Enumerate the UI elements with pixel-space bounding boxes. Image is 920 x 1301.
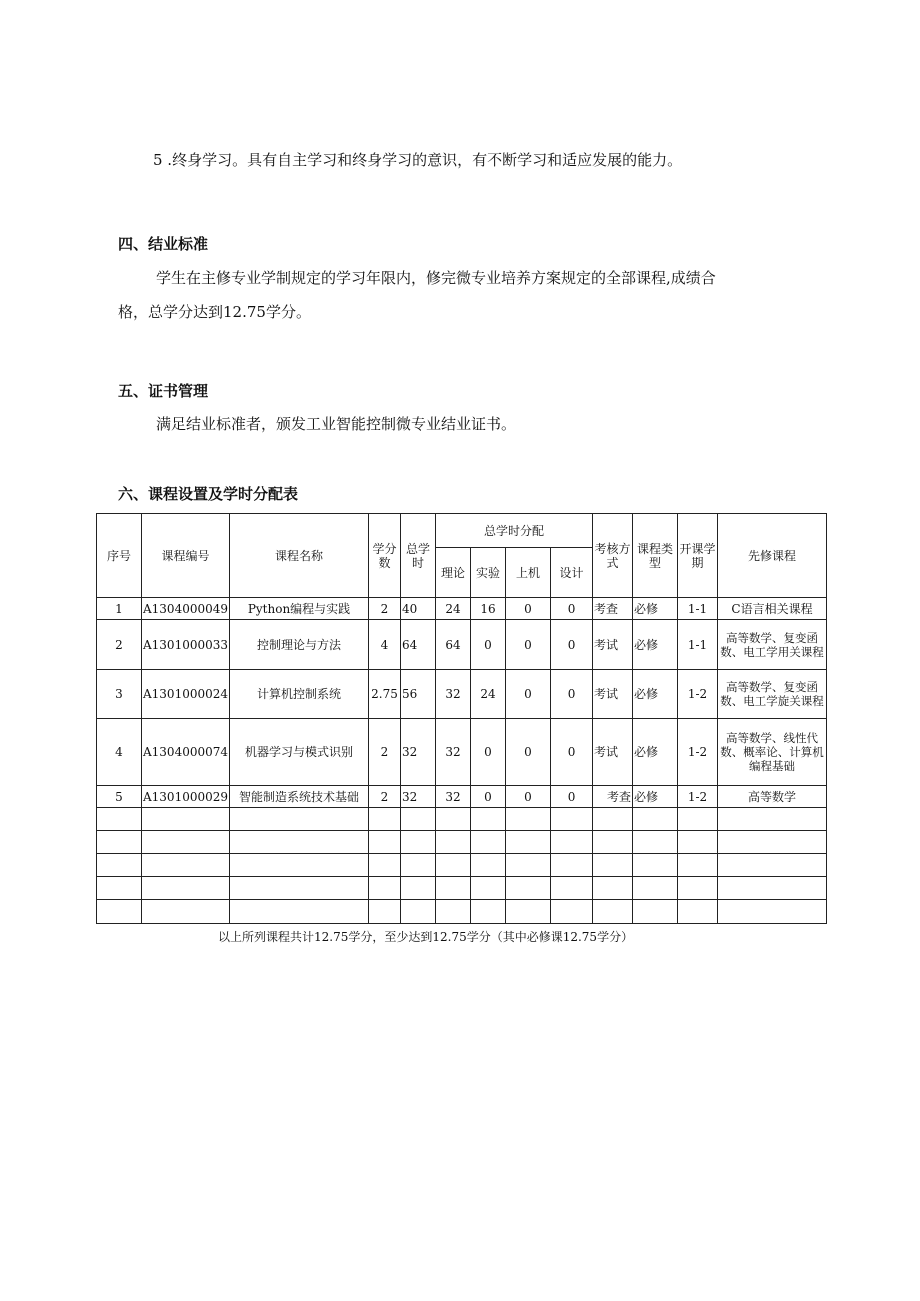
empty-row <box>97 808 827 831</box>
row-code: A1304000049 <box>142 598 230 620</box>
header-lab: 实验 <box>471 548 506 598</box>
row-credit: 2 <box>369 719 401 786</box>
row-credit: 2.75 <box>369 670 401 719</box>
row-code: A1301000033 <box>142 620 230 670</box>
header-term: 开课学期 <box>678 514 718 598</box>
row-design: 0 <box>551 786 593 808</box>
row-theory: 32 <box>436 719 471 786</box>
row-term: 1-1 <box>678 620 718 670</box>
header-course-type: 课程类型 <box>633 514 678 598</box>
row-design: 0 <box>551 620 593 670</box>
section-4-line-1: 学生在主修专业学制规定的学习年限内，修完微专业培养方案规定的全部课程,成绩合 <box>156 269 716 287</box>
table-row <box>97 598 827 620</box>
section-5-text: 满足结业标准者，颁发工业智能控制微专业结业证书。 <box>156 415 517 433</box>
row-theory: 64 <box>436 620 471 670</box>
row-exam: 考试 <box>593 670 633 719</box>
row-lab: 16 <box>471 598 506 620</box>
table-footnote: 以上所列课程共计12.75学分，至少达到12.75学分（其中必修课12.75学分） <box>218 930 634 944</box>
row-exam: 考试 <box>593 620 633 670</box>
row-prereq: 高等数学、复变函数、电工学旋关课程 <box>718 670 827 719</box>
row-prereq: C语言相关课程 <box>718 598 827 620</box>
row-computer: 0 <box>506 719 551 786</box>
row-type: 必修 <box>633 670 678 719</box>
row-type: 必修 <box>633 719 678 786</box>
empty-row <box>97 854 827 877</box>
header-exam: 考核方式 <box>593 514 633 598</box>
row-lab: 0 <box>471 620 506 670</box>
row-exam: 考查 <box>593 786 633 808</box>
row-hours: 40 <box>401 598 436 620</box>
row-hours: 56 <box>401 670 436 719</box>
row-computer: 0 <box>506 786 551 808</box>
row-theory: 32 <box>436 670 471 719</box>
row-prereq: 高等数学 <box>718 786 827 808</box>
row-exam: 考试 <box>593 719 633 786</box>
item-5-lifelong-learning: 5 .终身学习。具有自主学习和终身学习的意识，有不断学习和适应发展的能力。 <box>153 151 683 169</box>
row-hours: 32 <box>401 719 436 786</box>
table-row <box>97 620 827 670</box>
row-theory: 32 <box>436 786 471 808</box>
section-6-title: 六、课程设置及学时分配表 <box>118 485 299 503</box>
table-row <box>97 670 827 719</box>
section-4-title: 四、结业标准 <box>118 235 209 253</box>
row-design: 0 <box>551 719 593 786</box>
table-row <box>97 719 827 786</box>
section-5-title: 五、证书管理 <box>118 382 209 400</box>
row-type: 必修 <box>633 598 678 620</box>
row-seq: 4 <box>97 719 142 786</box>
empty-row <box>97 877 827 900</box>
row-computer: 0 <box>506 620 551 670</box>
row-name: 智能制造系统技术基础 <box>230 786 369 808</box>
header-name: 课程名称 <box>230 514 369 598</box>
header-prereq: 先修课程 <box>718 514 827 598</box>
row-name: Python编程与实践 <box>230 598 369 620</box>
header-design: 设计 <box>551 548 593 598</box>
header-credit: 学分数 <box>369 514 401 598</box>
empty-row <box>97 900 827 924</box>
row-exam: 考查 <box>593 598 633 620</box>
row-code: A1301000024 <box>142 670 230 719</box>
table-row <box>97 786 827 808</box>
row-type: 必修 <box>633 786 678 808</box>
row-computer: 0 <box>506 598 551 620</box>
row-term: 1-1 <box>678 598 718 620</box>
row-credit: 2 <box>369 598 401 620</box>
row-prereq: 高等数学、线性代数、概率论、计算机编程基础 <box>718 719 827 786</box>
row-credit: 2 <box>369 786 401 808</box>
row-term: 1-2 <box>678 786 718 808</box>
row-computer: 0 <box>506 670 551 719</box>
row-name: 控制理论与方法 <box>230 620 369 670</box>
row-lab: 0 <box>471 786 506 808</box>
row-type: 必修 <box>633 620 678 670</box>
row-seq: 5 <box>97 786 142 808</box>
header-computer: 上机 <box>506 548 551 598</box>
empty-row <box>97 831 827 854</box>
header-theory: 理论 <box>436 548 471 598</box>
row-seq: 2 <box>97 620 142 670</box>
row-term: 1-2 <box>678 719 718 786</box>
header-code: 课程编号 <box>142 514 230 598</box>
row-seq: 3 <box>97 670 142 719</box>
header-hour-distribution: 总学时分配 <box>436 514 593 548</box>
section-4-line-2: 格，总学分达到12.75学分。 <box>118 303 311 321</box>
header-seq: 序号 <box>97 514 142 598</box>
row-hours: 64 <box>401 620 436 670</box>
header-total-hours: 总学时 <box>401 514 436 598</box>
row-lab: 0 <box>471 719 506 786</box>
row-theory: 24 <box>436 598 471 620</box>
row-design: 0 <box>551 670 593 719</box>
row-lab: 24 <box>471 670 506 719</box>
course-table <box>96 513 827 924</box>
row-code: A1304000074 <box>142 719 230 786</box>
row-hours: 32 <box>401 786 436 808</box>
row-credit: 4 <box>369 620 401 670</box>
row-name: 机器学习与模式识别 <box>230 719 369 786</box>
row-term: 1-2 <box>678 670 718 719</box>
row-seq: 1 <box>97 598 142 620</box>
row-code: A1301000029 <box>142 786 230 808</box>
row-design: 0 <box>551 598 593 620</box>
row-name: 计算机控制系统 <box>230 670 369 719</box>
row-prereq: 高等数学、复变函数、电工学用关课程 <box>718 620 827 670</box>
table-header-row-1 <box>97 514 827 548</box>
